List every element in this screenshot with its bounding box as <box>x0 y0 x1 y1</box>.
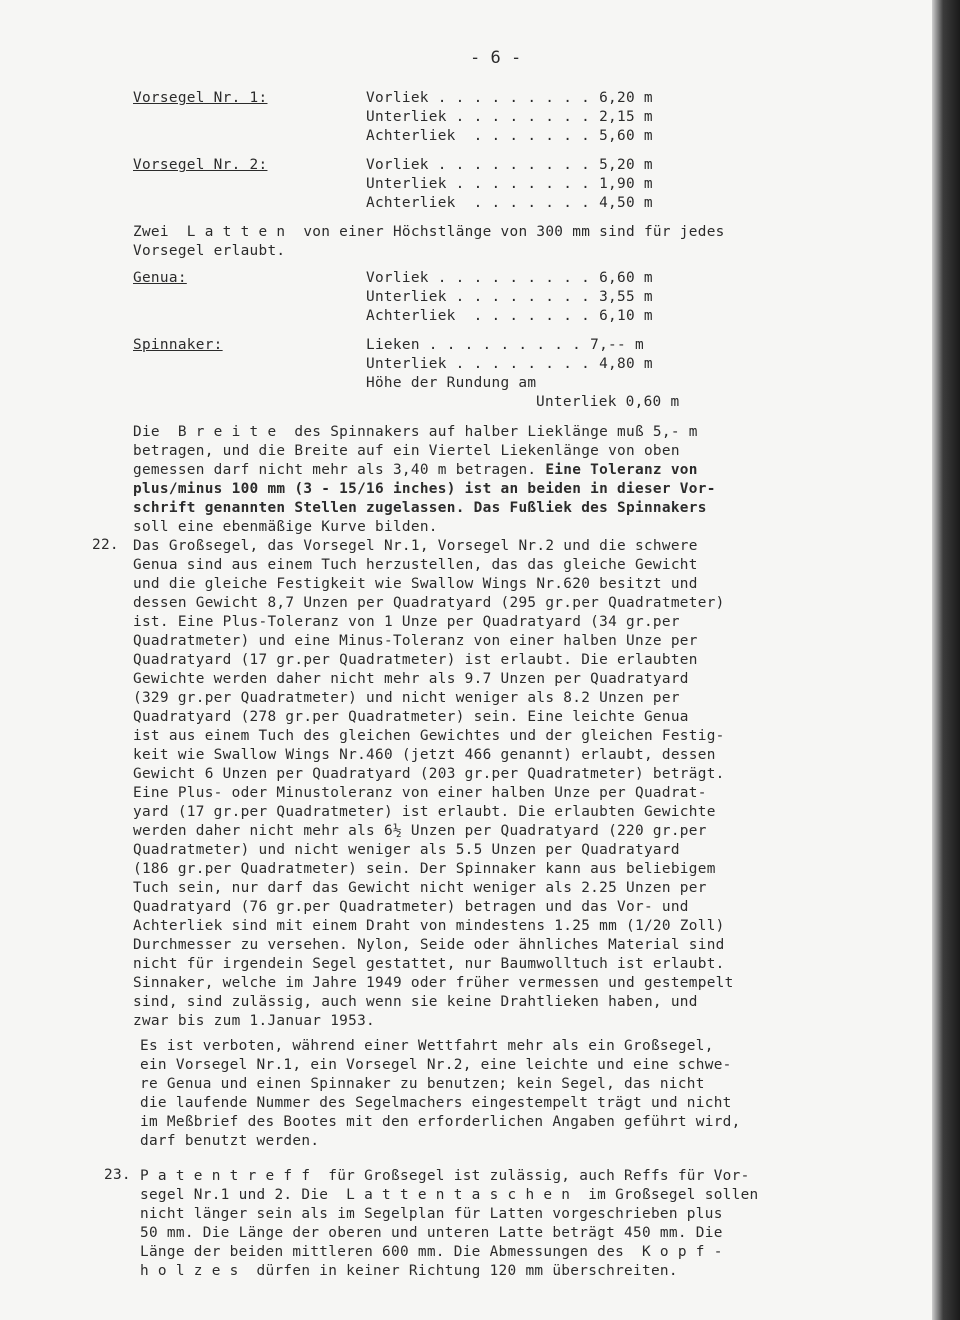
spec-row: Achterliek . . . . . . . 5,60 m <box>366 128 653 144</box>
spec-row: Unterliek . . . . . . . . 4,80 m <box>366 356 653 372</box>
spec-row: Achterliek . . . . . . . 4,50 m <box>366 195 653 211</box>
page-edge-shadow <box>932 0 960 1320</box>
verboten-paragraph: Es ist verboten, während einer Wettfahrt mehr als ein Großsegel, ein Vorsegel Nr.1, ein Vorsegel Nr.2, eine leichte und eine schwe- re Genua und einen Spinnaker zu benutzen; kein Segel, das nicht die laufende Nummer des Segelmachers eingestempelt trägt und nicht im Meßbrief des Bootes mit den erforderlichen Angaben geführt wird, darf benutzt werden. <box>140 1038 741 1149</box>
breite-paragraph: Die B r e i t e des Spinnakers auf halber Lieklänge muß 5,- m betragen, und die Breite auf ein Viertel Liekenlänge von oben gemessen darf nicht mehr als 3,40 m betragen. Eine Toleranz von plus/minus 100 mm (3 - 15/16 inches) ist an beiden in dieser Vor- schrift genannten Stellen zugelassen. Das Fußliek des Spinnakers soll eine ebenmäßige Kurve bilden. <box>133 424 716 535</box>
latten-note: Zwei L a t t e n von einer Höchstlänge von 300 mm sind für jedes Vorsegel erlaubt. <box>133 224 725 259</box>
section-23-body: P a t e n t r e f f für Großsegel ist zulässig, auch Reffs für Vor- segel Nr.1 und 2. Die L a t t e n t a s c h e n im Großsegel sollen nicht länger sein als im Segelplan für Latten vorgeschrieben plus 50 mm. Die Länge der oberen und unteren Latte beträgt 450 mm. Die Länge der beiden mittleren 600 mm. Die Abmessungen des K o p f - h o l z e s dürfen in keiner Richtung 120 mm überschreiten. <box>140 1168 759 1279</box>
spec-row: Vorliek . . . . . . . . . 6,60 m <box>366 270 653 286</box>
spec-row: Vorliek . . . . . . . . . 5,20 m <box>366 157 653 173</box>
spec-row: Unterliek . . . . . . . . 3,55 m <box>366 289 653 305</box>
spec-label-vorsegel-2: Vorsegel Nr. 2: <box>133 157 268 173</box>
section-number-23: 23. <box>104 1167 131 1183</box>
page-number: - 6 - <box>470 48 522 68</box>
spec-row: Vorliek . . . . . . . . . 6,20 m <box>366 90 653 106</box>
section-22-body: Das Großsegel, das Vorsegel Nr.1, Vorsegel Nr.2 und die schwere Genua sind aus einem Tuch herzustellen, das das gleiche Gewicht und die gleiche Festigkeit wie Swallow Wings Nr.620 besitzt und dessen Gewicht 8,7 Unzen per Quadratyard (295 gr.per Quadratmeter) ist. Eine Plus-Toleranz von 1 Unze per Quadratyard (34 gr.per Quadratmeter) und eine Minus-Toleranz von einer halben Unze per Quadratyard (17 gr.per Quadratmeter) ist erlaubt. Die erlaubten Gewichte werden daher nicht mehr als 9.7 Unzen per Quadratyard (329 gr.per Quadratmeter) und nicht weniger als 8.2 Unzen per Quadratyard (278 gr.per Quadratmeter) sein. Eine leichte Genua ist aus einem Tuch des gleichen Gewichtes und der gleichen Festig- keit wie Swallow Wings Nr.460 (jetzt 466 genannt) erlaubt, dessen Gewicht 6 Unzen per Quadratyard (203 gr.per Quadratmeter) beträgt. Eine Plus- oder Minustoleranz von einer halben Unze per Quadrat- yard (17 gr.per Quadratmeter) ist erlaubt. Die erlaubten Gewichte werden daher nicht mehr als 6½ Unzen per Quadratyard (220 gr.per Quadratmeter) und nicht weniger als 5.5 Unzen per Quadratyard (186 gr.per Quadratmeter) sein. Der Spinnaker kann aus beliebigem Tuch sein, nur darf das Gewicht nicht weniger als 2.25 Unzen per Quadratyard (76 gr.per Quadratmeter) betragen und das Vor- und Achterliek sind mit einem Draht von mindestens 1.25 mm (1/20 Zoll) Durchmesser zu versehen. Nylon, Seide oder ähnliches Material sind nicht für irgendein Segel gestattet, nur Baumwolltuch ist erlaubt. Sinnaker, welche im Jahre 1949 oder früher vermessen und gestempelt sind, sind zulässig, auch wenn sie keine Drahtlieken haben, und zwar bis zum 1.Januar 1953. <box>133 538 734 1029</box>
spec-row: Unterliek 0,60 m <box>536 394 680 410</box>
spec-label-vorsegel-1: Vorsegel Nr. 1: <box>133 90 268 106</box>
section-number-22: 22. <box>92 537 119 553</box>
spec-label-spinnaker: Spinnaker: <box>133 337 223 353</box>
spec-row: Höhe der Rundung am <box>366 375 537 391</box>
spec-row: Unterliek . . . . . . . . 1,90 m <box>366 176 653 192</box>
spec-label-genua: Genua: <box>133 270 187 286</box>
spec-row: Unterliek . . . . . . . . 2,15 m <box>366 109 653 125</box>
spec-row: Achterliek . . . . . . . 6,10 m <box>366 308 653 324</box>
spec-row: Lieken . . . . . . . . . 7,-- m <box>366 337 644 353</box>
